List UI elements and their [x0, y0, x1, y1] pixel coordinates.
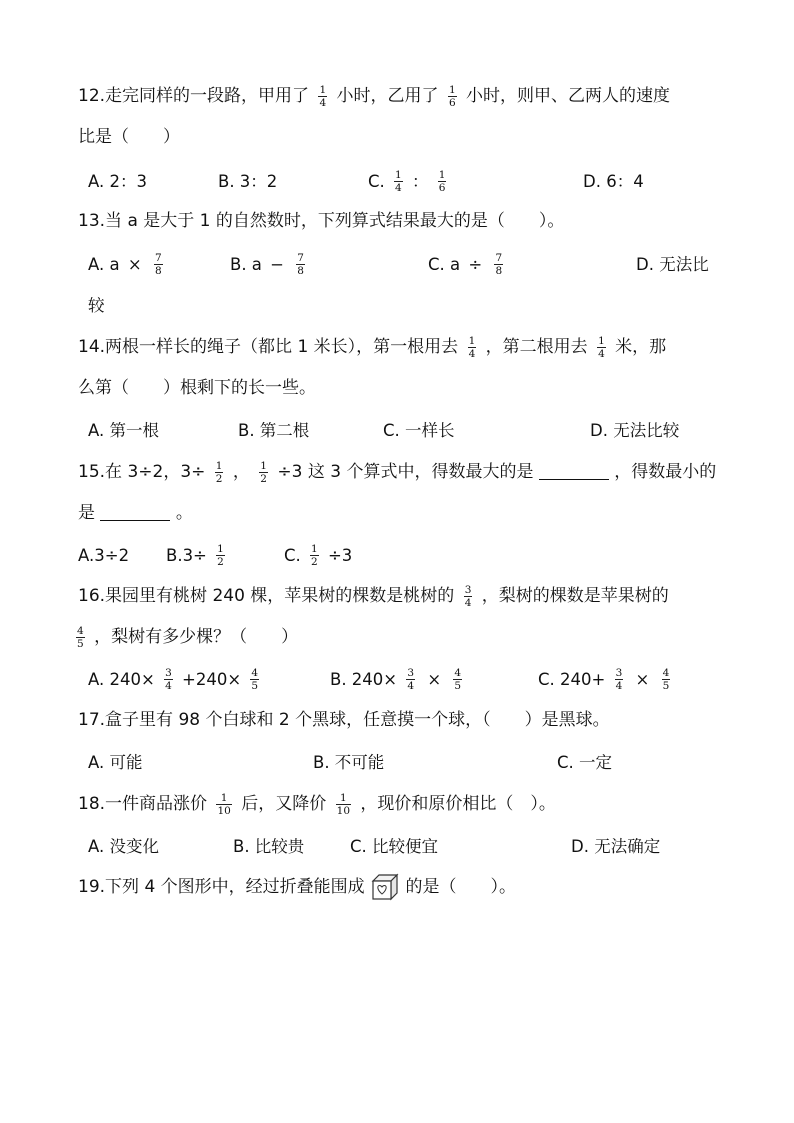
num: 1 [448, 83, 456, 96]
num: 3 [407, 667, 415, 679]
num: 7 [495, 252, 503, 264]
text: 是 [78, 503, 95, 523]
answer-blank[interactable] [100, 506, 170, 521]
den: 8 [154, 265, 162, 277]
den: 4 [165, 680, 172, 692]
text: 16.果园里有桃树 240 棵，苹果树的棵数是桃树的 [78, 586, 455, 606]
q14-option-a[interactable] [88, 415, 159, 446]
q12-text-d: 比是（ ） [78, 127, 180, 147]
den: 5 [454, 680, 462, 692]
q13-option-d[interactable] [636, 249, 709, 280]
label: B. 3：2 [218, 171, 278, 191]
label: A. 没变化 [88, 836, 159, 856]
label: +240× [182, 669, 242, 689]
q17-option-a[interactable] [88, 747, 143, 778]
fraction [494, 252, 503, 277]
text: 14.两根一样长的绳子（都比 1 米长），第一根用去 [78, 337, 459, 357]
text: ，梨树有多少棵？（ ） [94, 627, 299, 647]
times-sign: × [427, 669, 442, 689]
den: 4 [319, 96, 327, 109]
text: 的是（ ）。 [405, 877, 516, 897]
label: C. 240+ [538, 669, 606, 689]
fraction [250, 667, 259, 692]
num: 1 [311, 543, 318, 555]
q14-option-c[interactable] [383, 415, 455, 446]
fraction [336, 792, 351, 817]
fraction [662, 667, 671, 692]
den: 2 [217, 556, 224, 568]
num: 1 [260, 459, 267, 472]
fraction [310, 543, 319, 568]
den: 5 [662, 680, 670, 692]
label: D. 无法比较 [590, 420, 680, 440]
text: 米，那 [615, 337, 667, 357]
q12-option-d[interactable] [583, 166, 644, 197]
fraction [216, 543, 225, 568]
text: 15.在 3÷2，3÷ [78, 462, 206, 482]
fraction [615, 667, 624, 692]
q13-option-d-cont [88, 290, 105, 321]
num: 1 [217, 543, 224, 555]
q18-option-c[interactable] [350, 831, 438, 862]
den: 4 [615, 680, 623, 692]
fraction [215, 460, 224, 485]
num: 1 [438, 169, 446, 181]
text: 。 [175, 503, 193, 523]
label: C. [368, 171, 385, 191]
num: 3 [615, 667, 623, 679]
cube-heart-icon [370, 872, 400, 902]
q12-fraction-1 [318, 84, 327, 109]
num: 1 [468, 334, 476, 347]
q13-text: 13.当 a 是大于 1 的自然数时，下列算式结果最大的是（ ）。 [78, 211, 565, 231]
label: A.3÷2 [78, 545, 130, 565]
label: A. a [88, 254, 120, 274]
q18-option-a[interactable] [88, 831, 159, 862]
q14-option-b[interactable] [238, 415, 309, 446]
q14-line1 [78, 332, 666, 362]
num: 1 [319, 83, 327, 96]
q12-text-c: 小时，则甲、乙两人的速度 [466, 86, 671, 106]
den: 5 [77, 637, 84, 650]
den: 8 [495, 265, 503, 277]
num: 1 [215, 459, 223, 472]
q17-line1 [78, 705, 610, 735]
label: C. 一样长 [383, 420, 455, 440]
q13-line1 [78, 206, 564, 236]
fraction [76, 625, 85, 650]
num: 4 [251, 667, 259, 679]
divide-sign: ÷ [468, 254, 483, 274]
minus-sign: − [270, 254, 284, 274]
label: 较 [88, 295, 105, 315]
q12-text-b: 小时，乙用了 [336, 86, 439, 106]
q16-line2 [72, 622, 298, 652]
label: ÷3 [327, 545, 353, 565]
den: 8 [297, 265, 304, 277]
label: C. a [428, 254, 461, 274]
label: C. 比较便宜 [350, 836, 439, 856]
label: B. a [230, 254, 262, 274]
answer-blank[interactable] [539, 465, 609, 480]
label: A. 可能 [88, 752, 143, 772]
q14-line2 [78, 373, 316, 403]
q16-line1 [78, 581, 669, 611]
fraction [597, 335, 606, 360]
q17-option-c[interactable] [557, 747, 612, 778]
q16-option-a[interactable] [88, 664, 263, 695]
den: 10 [336, 804, 351, 817]
label: D. 无法比 [636, 254, 709, 274]
text: 么第（ ）根剩下的长一些。 [78, 378, 316, 398]
den: 6 [448, 96, 456, 109]
q18-option-b[interactable] [233, 831, 304, 862]
den: 6 [438, 182, 446, 194]
num: 7 [154, 252, 162, 264]
q14-option-d[interactable] [590, 415, 679, 446]
label: B.3÷ [166, 545, 207, 565]
label: A. 2：3 [88, 171, 147, 191]
q13-option-c[interactable] [428, 249, 507, 280]
num: 7 [297, 252, 304, 264]
label: B. 240× [330, 669, 398, 689]
fraction [453, 667, 462, 692]
q15-line2 [78, 498, 193, 528]
den: 10 [217, 804, 231, 817]
fraction [296, 252, 305, 277]
label: B. 第二根 [238, 420, 310, 440]
den: 2 [311, 556, 318, 568]
q15-option-b[interactable] [166, 540, 229, 571]
num: 4 [77, 624, 84, 637]
num: 1 [395, 169, 402, 181]
q13-option-b[interactable] [230, 249, 309, 280]
label: C. 一定 [557, 752, 613, 772]
fraction [464, 584, 473, 609]
q15-option-c[interactable] [284, 540, 352, 571]
text: ， [232, 462, 250, 482]
fraction [406, 667, 415, 692]
q16-option-c[interactable] [538, 664, 674, 695]
text: ，得数最小的 [614, 462, 717, 482]
text: 19.下列 4 个图形中，经过折叠能围成 [78, 877, 365, 897]
fraction [468, 335, 477, 360]
den: 5 [251, 680, 259, 692]
den: 2 [215, 472, 223, 485]
text: 18.一件商品涨价 [78, 794, 208, 814]
num: 1 [336, 792, 351, 805]
q19-line1 [78, 872, 516, 902]
den: 4 [468, 347, 476, 360]
num: 3 [165, 667, 172, 679]
fraction [259, 460, 268, 485]
q13-option-a[interactable] [88, 249, 167, 280]
num: 4 [454, 667, 462, 679]
den: 4 [464, 596, 472, 609]
q12-text-a: 12.走完同样的一段路，甲用了 [78, 86, 310, 106]
text: ÷3 这 3 个算式中，得数最大的是 [277, 462, 534, 482]
label: D. 6：4 [583, 171, 644, 191]
fraction [438, 169, 447, 194]
fraction [216, 792, 231, 817]
label: B. 比较贵 [233, 836, 305, 856]
label: A. 240× [88, 669, 155, 689]
den: 4 [395, 182, 402, 194]
fraction [164, 667, 173, 692]
q12-option-c[interactable] [368, 166, 450, 197]
fraction [154, 252, 163, 277]
text: 后，又降价 [241, 794, 327, 814]
q15-option-a[interactable] [78, 540, 129, 571]
label: C. [284, 545, 301, 565]
text: ，梨树的棵数是苹果树的 [481, 586, 669, 606]
label: B. 不可能 [313, 752, 385, 772]
text: ，第二根用去 [485, 337, 588, 357]
num: 4 [662, 667, 670, 679]
text: 17.盒子里有 98 个白球和 2 个黑球，任意摸一个球，（ ）是黑球。 [78, 710, 610, 730]
times-sign: × [635, 669, 650, 689]
num: 1 [216, 792, 231, 805]
q12-option-a[interactable] [88, 166, 147, 197]
colon: ： [411, 171, 429, 191]
q17-option-b[interactable] [313, 747, 384, 778]
times-sign: × [127, 254, 142, 274]
num: 1 [598, 334, 605, 347]
q12-option-b[interactable] [218, 166, 277, 197]
q12-line1 [78, 81, 670, 111]
q16-option-b[interactable] [330, 664, 466, 695]
q12-line2 [78, 122, 180, 152]
den: 4 [407, 680, 415, 692]
den: 2 [260, 472, 267, 485]
label: D. 无法确定 [571, 836, 661, 856]
num: 3 [464, 583, 472, 596]
label: A. 第一根 [88, 420, 159, 440]
fraction [394, 169, 403, 194]
den: 4 [598, 347, 605, 360]
q15-line1 [78, 457, 716, 487]
text: ，现价和原价相比（ ）。 [360, 794, 556, 814]
q18-option-d[interactable] [571, 831, 660, 862]
q18-line1 [78, 789, 556, 819]
q12-fraction-2 [448, 84, 457, 109]
